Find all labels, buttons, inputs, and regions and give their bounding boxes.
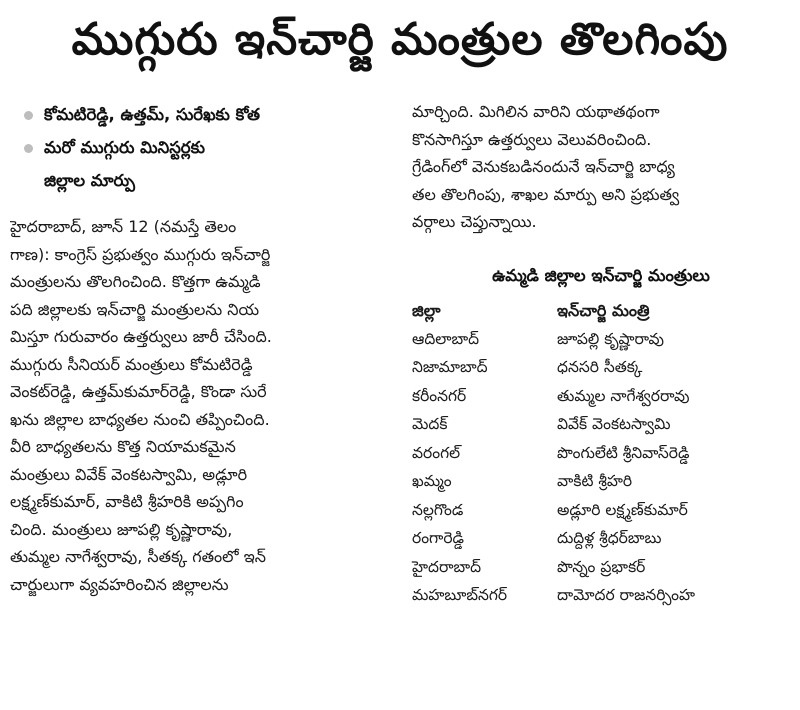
body-line: మంత్రులను తొలగించింది. కొత్తగా ఉమ్మడి [10,272,261,291]
table-row [412,384,790,413]
article-body-right [412,98,790,236]
district-cell: రంగారెడ్డి [412,529,464,548]
column-header-minister: ఇన్‌చార్జి మంత్రి [557,301,650,320]
bullet-dot-icon [24,111,33,120]
district-cell: నల్లగొండ [412,500,464,519]
body-line: గ్రేడింగ్‌లో వెనుకబడినందునే ఇన్‌చార్జి బాధ్య [412,157,675,176]
bullet-item [10,98,390,131]
district-cell: మెదక్ [412,415,448,434]
table-row [412,498,790,527]
district-cell: హైదరాబాద్ [412,557,482,576]
minister-cell: దుద్దిళ్ల శ్రీధర్‌బాబు [557,529,662,548]
body-line: మార్చింది. మిగిలిన వారిని యథాతథంగా [412,102,660,121]
headline: ముగ్గురు ఇన్‌చార్జి మంత్రుల తొలగింపు [71,14,729,65]
district-cell: కరీంనగర్ [412,386,467,405]
district-cell: ఖమ్మం [412,472,452,491]
body-line: వెంకట్‌రెడ్డి, ఉత్తమ్‌కుమార్‌రెడ్డి, కొండా సురే [10,382,267,401]
bullet-dot-icon [24,144,33,153]
table-title: ఉమ్మడి జిల్లాల ఇన్‌చార్జి మంత్రులు [492,265,710,285]
table-row [412,412,790,441]
incharge-ministers-table [412,299,790,612]
table-row [412,355,790,384]
table-row [412,469,790,498]
minister-cell: తుమ్మల నాగేశ్వరరావు [557,386,690,405]
district-cell: ఆదిలాబాద్ [412,329,480,348]
body-line: మంత్రులు వివేక్ వెంకటస్వామి, అడ్లూరి [10,464,248,484]
bullet-text: మరో ముగ్గురు మినిస్టర్లకు [44,138,205,157]
left-column [10,98,390,598]
district-cell: మహబూబ్‌నగర్ [412,586,508,605]
body-line: హైదరాబాద్, జూన్ 12 (నమస్తే తెలం [10,217,237,236]
body-line: చార్జులుగా వ్యవహరించిన జిల్లాలను [10,574,229,594]
body-line: గాణ): కాంగ్రెస్ ప్రభుత్వం ముగ్గురు ఇన్‌చార్జి [10,244,271,264]
article-body-left [10,213,390,598]
body-line: లక్ష్మణ్‌కుమార్, వాకిటి శ్రీహరికి అప్పగిం [10,492,244,511]
table-header-row [412,299,790,327]
right-column [412,98,790,612]
minister-cell: జూపల్లి కృష్ణారావు [557,329,664,348]
body-line: పది జిల్లాలకు ఇన్‌చార్జి మంత్రులను నియ [10,299,260,319]
bullet-item [10,131,390,164]
minister-cell: వాకిటి శ్రీహరి [557,472,633,491]
table-row [412,583,790,612]
body-line: వర్గాలు చెప్తున్నాయి. [412,212,537,231]
body-line: మిస్తూ గురువారం ఉత్తర్వులు జారీ చేసింది. [10,327,272,346]
minister-cell: అడ్లూరి లక్ష్మణ్‌కుమార్ [557,500,688,519]
body-line: వీరి బాధ్యతలను కొత్త నియామకమైన [10,437,236,456]
minister-cell: పొన్నం ప్రభాకర్ [557,557,646,576]
body-line: చింది. మంత్రులు జూపల్లి కృష్ణారావు, [10,519,233,539]
minister-cell: ధనసరి సీతక్క [557,358,643,377]
minister-cell: పొంగులేటి శ్రీనివాస్‌రెడ్డి [557,443,690,462]
body-line: తుమ్మల నాగేశ్వరావు, సీతక్క గతంలో ఇన్ [10,547,266,566]
body-line: కొనసాగిస్తూ ఉత్తర్వులు వెలువరించింది. [412,129,652,149]
bullet-text: జిల్లాల మార్పు [44,171,135,190]
column-header-district: జిల్లా [412,301,441,320]
body-line: ముగ్గురు సీనియర్ మంత్రులు కోమటిరెడ్డి [10,354,253,374]
table-row [412,327,790,356]
district-cell: నిజామాబాద్ [412,358,488,377]
bullet-item-continuation [10,164,390,197]
minister-cell: వివేక్ వెంకటస్వామి [557,415,671,434]
minister-cell: దామోదర రాజనర్సింహ [557,586,695,605]
table-row [412,441,790,470]
table-row [412,555,790,584]
subheadline-bullets [10,98,390,197]
bullet-text: కోమటిరెడ్డి, ఉత్తమ్, సురేఖకు కోత [44,105,260,124]
district-cell: వరంగల్ [412,443,461,462]
body-line: తల తొలగింపు, శాఖల మార్పు అని ప్రభుత్వ [412,184,680,204]
body-line: ఖను జిల్లాల బాధ్యతల నుంచి తప్పించింది. [10,409,270,429]
table-row [412,526,790,555]
